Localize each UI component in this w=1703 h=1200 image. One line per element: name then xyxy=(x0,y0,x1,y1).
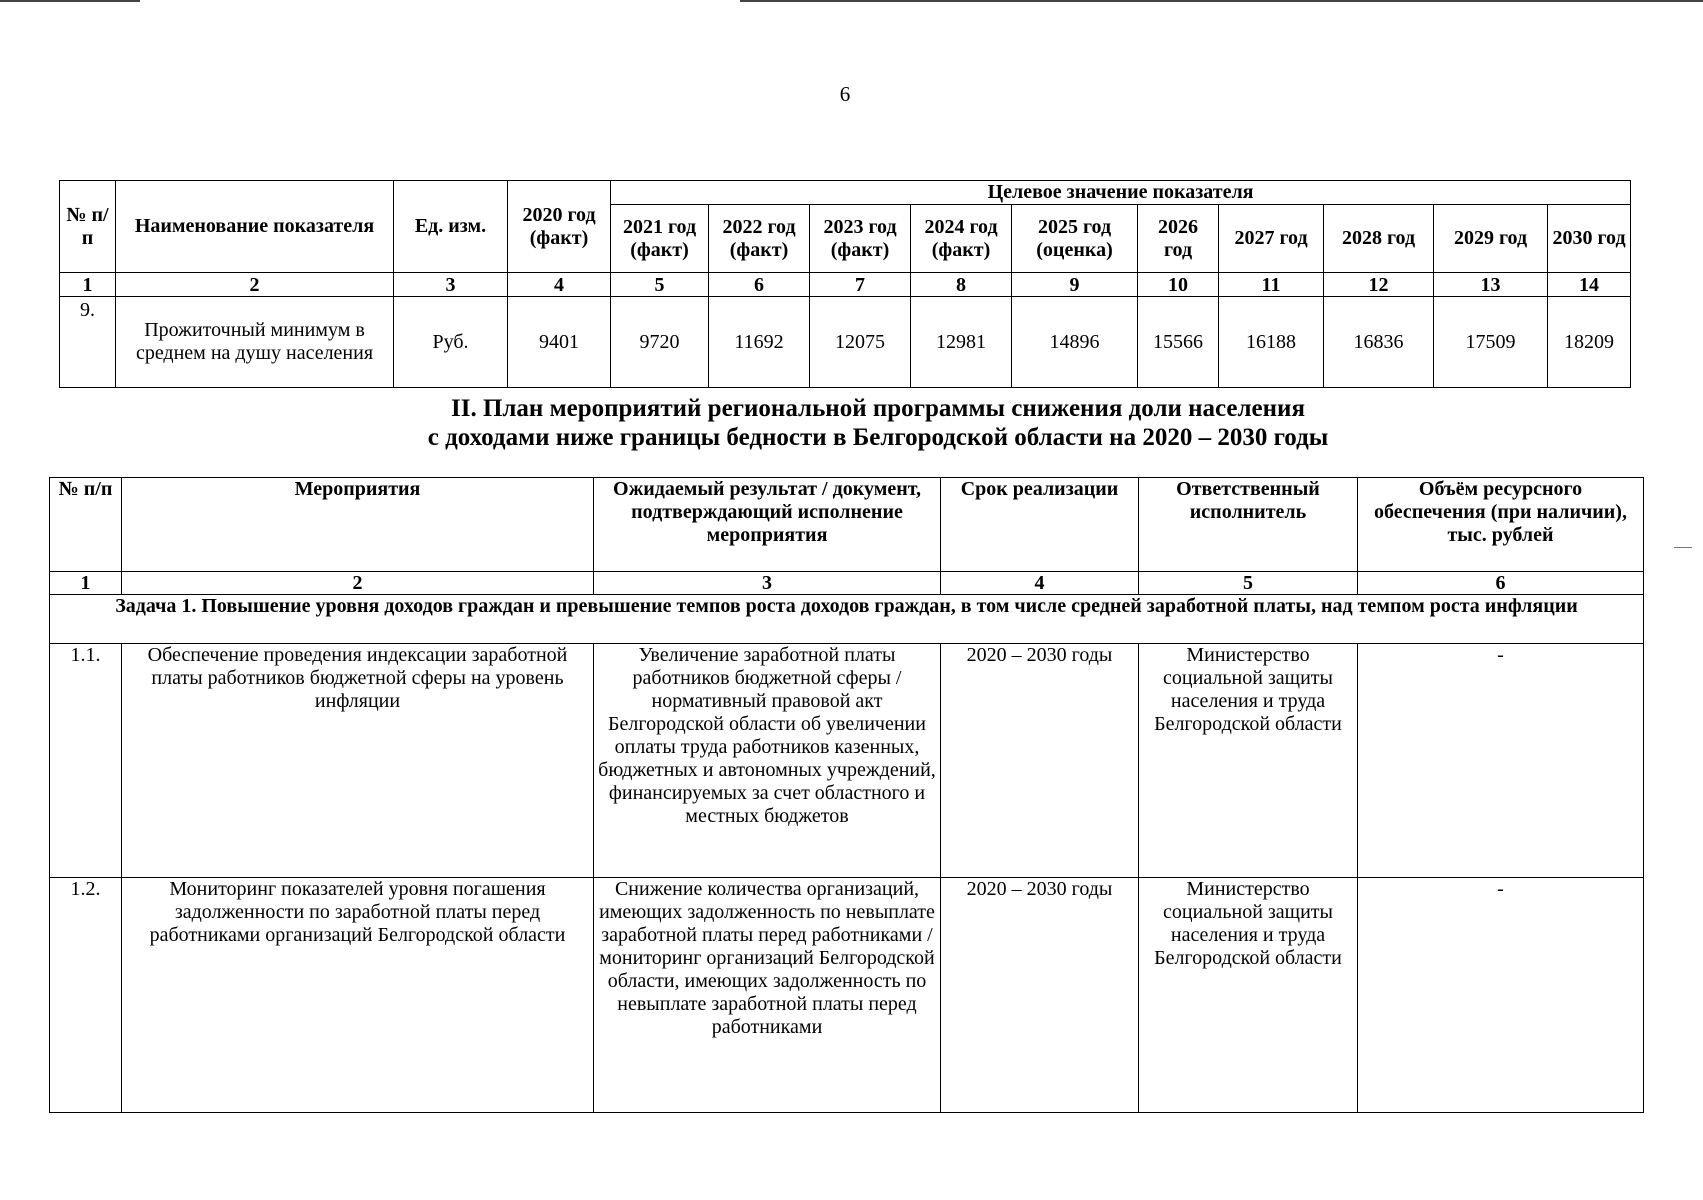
resources-text: - xyxy=(1358,644,1644,878)
column-number-row xyxy=(60,273,1631,297)
column-number: 4 xyxy=(941,572,1139,595)
header-year: 2026 год xyxy=(1138,205,1219,273)
header-term: Срок реализации xyxy=(941,478,1139,572)
indicator-name: Прожиточный минимум в среднем на душу населения xyxy=(116,297,394,388)
column-number: 10 xyxy=(1138,273,1219,297)
plan-table xyxy=(49,477,1644,1113)
resources-text: - xyxy=(1358,878,1644,1113)
table-row xyxy=(50,878,1644,1113)
expected-result-text: Снижение количества организаций, имеющих задолженность по невыплате заработной платы перед работниками / мониторинг организаций Белгородской области, имеющих задолженность по невыплате заработной платы перед работниками xyxy=(594,878,941,1113)
indicator-table xyxy=(59,180,1631,388)
header-expected-result: Ожидаемый результат / документ, подтверждающий исполнение мероприятия xyxy=(594,478,941,572)
column-number: 2 xyxy=(122,572,594,595)
column-number: 13 xyxy=(1434,273,1548,297)
column-number: 5 xyxy=(611,273,709,297)
row-number: 1.1. xyxy=(50,644,122,878)
value-cell: 14896 xyxy=(1012,297,1138,388)
table-row xyxy=(60,297,1631,388)
responsible-text: Министерство социальной защиты населения и труда Белгородской области xyxy=(1139,644,1358,878)
top-edge-line-left xyxy=(0,0,140,2)
task-title: Задача 1. Повышение уровня доходов граждан и превышение темпов роста доходов граждан, в том числе средней заработной платы, над темпом роста инфляции xyxy=(50,595,1644,644)
value-cell: 9720 xyxy=(611,297,709,388)
value-cell: 16188 xyxy=(1219,297,1324,388)
column-number: 6 xyxy=(1358,572,1644,595)
value-cell: 12075 xyxy=(810,297,911,388)
responsible-text: Министерство социальной защиты населения и труда Белгородской области xyxy=(1139,878,1358,1113)
column-number: 7 xyxy=(810,273,911,297)
column-number: 8 xyxy=(911,273,1012,297)
header-year: 2030 год xyxy=(1548,205,1631,273)
row-number: 1.2. xyxy=(50,878,122,1113)
column-number: 11 xyxy=(1219,273,1324,297)
section-title xyxy=(0,394,1703,452)
task-row xyxy=(50,595,1644,644)
value-2020: 9401 xyxy=(508,297,611,388)
column-number: 9 xyxy=(1012,273,1138,297)
header-indicator-name: Наименование показателя xyxy=(116,181,394,273)
value-cell: 15566 xyxy=(1138,297,1219,388)
value-cell: 18209 xyxy=(1548,297,1631,388)
header-resources: Объём ресурсного обеспечения (при наличии), тыс. рублей xyxy=(1358,478,1644,572)
header-year: 2029 год xyxy=(1434,205,1548,273)
top-edge-line-right xyxy=(740,0,1703,2)
row-number: 9. xyxy=(60,297,116,388)
plan-header-row xyxy=(50,478,1644,572)
column-number: 4 xyxy=(508,273,611,297)
measure-text: Обеспечение проведения индексации заработной платы работников бюджетной сферы на уровень инфляции xyxy=(122,644,594,878)
expected-result-text: Увеличение заработной платы работников бюджетной сферы / нормативный правовой акт Белгородской области об увеличении оплаты труда работников казенных, бюджетных и автономных учреждений, финансируемых за счет областного и местных бюджетов xyxy=(594,644,941,878)
term-text: 2020 – 2030 годы xyxy=(941,644,1139,878)
column-number: 14 xyxy=(1548,273,1631,297)
header-unit: Ед. изм. xyxy=(394,181,508,273)
column-number: 3 xyxy=(394,273,508,297)
header-year: 2023 год (факт) xyxy=(810,205,911,273)
value-cell: 11692 xyxy=(709,297,810,388)
header-year: 2025 год (оценка) xyxy=(1012,205,1138,273)
page-number: 6 xyxy=(839,82,851,106)
table-row xyxy=(50,644,1644,878)
measure-text: Мониторинг показателей уровня погашения задолженности по заработной платы перед работниками организаций Белгородской области xyxy=(122,878,594,1113)
column-number: 1 xyxy=(50,572,122,595)
indicator-unit: Руб. xyxy=(394,297,508,388)
column-number: 3 xyxy=(594,572,941,595)
header-no: № п/п xyxy=(60,181,116,273)
indicator-header-row xyxy=(60,181,1631,205)
value-cell: 16836 xyxy=(1324,297,1434,388)
header-year: 2027 год xyxy=(1219,205,1324,273)
header-year: 2021 год (факт) xyxy=(611,205,709,273)
header-year: 2024 год (факт) xyxy=(911,205,1012,273)
column-number-row xyxy=(50,572,1644,595)
value-cell: 12981 xyxy=(911,297,1012,388)
header-no: № п/п xyxy=(50,478,122,572)
header-year: 2028 год xyxy=(1324,205,1434,273)
header-target-values: Целевое значение показателя xyxy=(611,181,1631,205)
column-number: 2 xyxy=(116,273,394,297)
header-year: 2022 год (факт) xyxy=(709,205,810,273)
section-title-line-2: с доходами ниже границы бедности в Белгородской области на 2020 – 2030 годы xyxy=(427,424,1329,451)
column-number: 6 xyxy=(709,273,810,297)
section-title-line-1: II. План мероприятий региональной программы снижения доли населения xyxy=(450,395,1305,422)
column-number: 5 xyxy=(1139,572,1358,595)
header-responsible: Ответственный исполнитель xyxy=(1139,478,1358,572)
header-year-2020: 2020 год (факт) xyxy=(508,181,611,273)
margin-mark xyxy=(1674,547,1692,548)
term-text: 2020 – 2030 годы xyxy=(941,878,1139,1113)
value-cell: 17509 xyxy=(1434,297,1548,388)
column-number: 12 xyxy=(1324,273,1434,297)
header-measures: Мероприятия xyxy=(122,478,594,572)
column-number: 1 xyxy=(60,273,116,297)
